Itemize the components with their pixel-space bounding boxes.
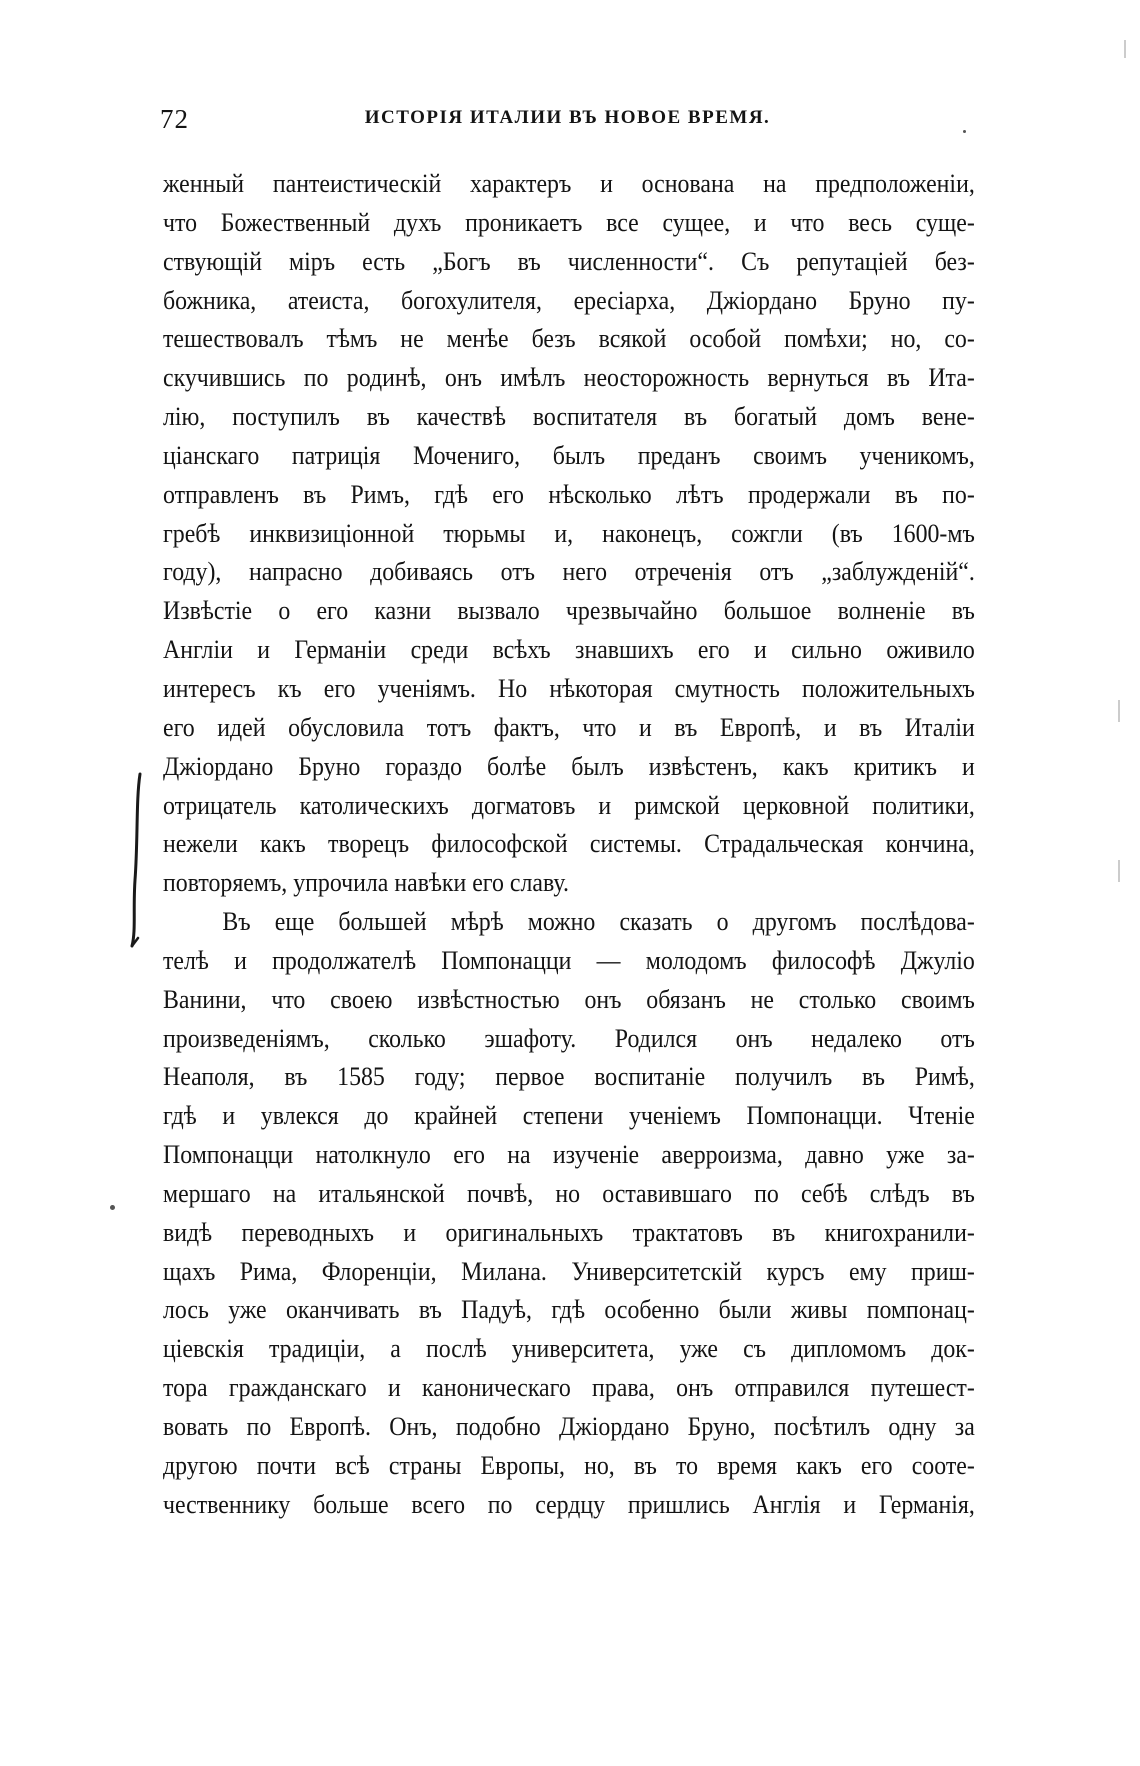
text-line: Извѣстіе о его казни вызвало чрезвычайно большое волненіе въ (163, 595, 975, 626)
text-line: интересъ къ его ученіямъ. Но нѣкоторая смутность положительныхъ (163, 672, 975, 703)
text-line: вовать по Европѣ. Онъ, подобно Джіордано Бруно, посѣтилъ одну за (163, 1411, 975, 1441)
scan-edge-mark (1124, 40, 1126, 58)
text-line: ціанскаго патриція Мочениго, былъ преданъ своимъ ученикомъ, (163, 439, 975, 470)
text-line: его идей обусловила тотъ фактъ, что и въ Европѣ, и въ Италіи (163, 711, 975, 742)
text-line: телѣ и продолжателѣ Помпонацци — молодомъ философѣ Джуліо (163, 944, 975, 975)
text-line: ціевскія традиціи, а послѣ университета, уже съ дипломомъ док- (163, 1333, 975, 1364)
text-line: женный пантеистическій характеръ и основана на предположеніи, (163, 168, 975, 198)
running-title: ИСТОРІЯ ИТАЛИИ ВЪ НОВОЕ ВРЕМЯ. (364, 107, 771, 128)
text-line: божника, атеиста, богохулителя, ересіарха, Джіордано Бруно пу- (163, 284, 975, 315)
text-line: скучившись по родинѣ, онъ имѣлъ неосторожность вернуться въ Ита- (163, 362, 975, 393)
handwritten-margin-bracket (126, 770, 156, 950)
scan-edge-mark (1118, 700, 1120, 722)
text-line: тора гражданскаго и каноническаго права, онъ отправился путешест- (163, 1372, 975, 1403)
text-line: ствующій міръ есть „Богъ въ численности“. Съ репутаціей без- (163, 245, 975, 276)
text-line: что Божественный духъ проникаетъ все сущее, и что весь суще- (163, 206, 975, 237)
text-line: Англіи и Германіи среди всѣхъ знавшихъ его и сильно оживило (163, 634, 975, 665)
text-line: Джіордано Бруно гораздо болѣе былъ извѣстенъ, какъ критикъ и (163, 750, 975, 781)
text-line: Неаполя, въ 1585 году; первое воспитаніе получилъ въ Римѣ, (163, 1061, 975, 1092)
text-line: гребѣ инквизиціонной тюрьмы и, наконецъ, сожгли (въ 1600-мъ (163, 517, 975, 548)
text-line: отрицатель католическихъ догматовъ и римской церковной политики, (163, 789, 975, 820)
page-number: 72 (160, 104, 189, 134)
text-line: чественнику больше всего по сердцу пришлись Англія и Германія, (163, 1488, 975, 1519)
paragraph-start-line: Въ еще большей мѣрѣ можно сказать о другомъ послѣдова- (222, 906, 975, 937)
paragraph-end-line: повторяемъ, упрочила навѣки его славу. (163, 867, 569, 898)
body-text (163, 164, 975, 1524)
text-line: произведеніямъ, сколько эшафоту. Родился онъ недалеко отъ (163, 1022, 975, 1053)
text-line: мершаго на итальянской почвѣ, но оставившаго по себѣ слѣдъ въ (163, 1177, 975, 1208)
text-line: щахъ Рима, Флоренціи, Милана. Университетскій курсъ ему приш- (163, 1255, 975, 1286)
text-line: Помпонацци натолкнуло его на изученіе аверроизма, давно уже за- (163, 1139, 975, 1170)
text-line: гдѣ и увлекся до крайней степени ученіемъ Помпонацци. Чтеніе (163, 1100, 975, 1131)
scan-edge-mark (1118, 860, 1120, 882)
text-line: отправленъ въ Римъ, гдѣ его нѣсколько лѣтъ продержали въ по- (163, 478, 975, 509)
scan-speck (110, 1205, 115, 1210)
running-head (160, 104, 975, 144)
text-line: лію, поступилъ въ качествѣ воспитателя въ богатый домъ вене- (163, 401, 975, 432)
text-line: Ванини, что своею извѣстностью онъ обязанъ не столько своимъ (163, 983, 975, 1014)
text-line: году), напрасно добиваясь отъ него отреченія отъ „заблужденій“. (163, 556, 975, 587)
scan-speck (963, 130, 966, 133)
text-line: видѣ переводныхъ и оригинальныхъ трактатовъ въ книгохранили- (163, 1216, 975, 1247)
text-line: лось уже оканчивать въ Падуѣ, гдѣ особенно были живы помпонац- (163, 1294, 975, 1325)
text-line: другою почти всѣ страны Европы, но, въ то время какъ его соотe- (163, 1449, 975, 1480)
text-line: нежели какъ творецъ философской системы. Страдальческая кончина, (163, 828, 975, 859)
text-line: тешествовалъ тѣмъ не менѣе безъ всякой особой помѣхи; но, со- (163, 323, 975, 354)
